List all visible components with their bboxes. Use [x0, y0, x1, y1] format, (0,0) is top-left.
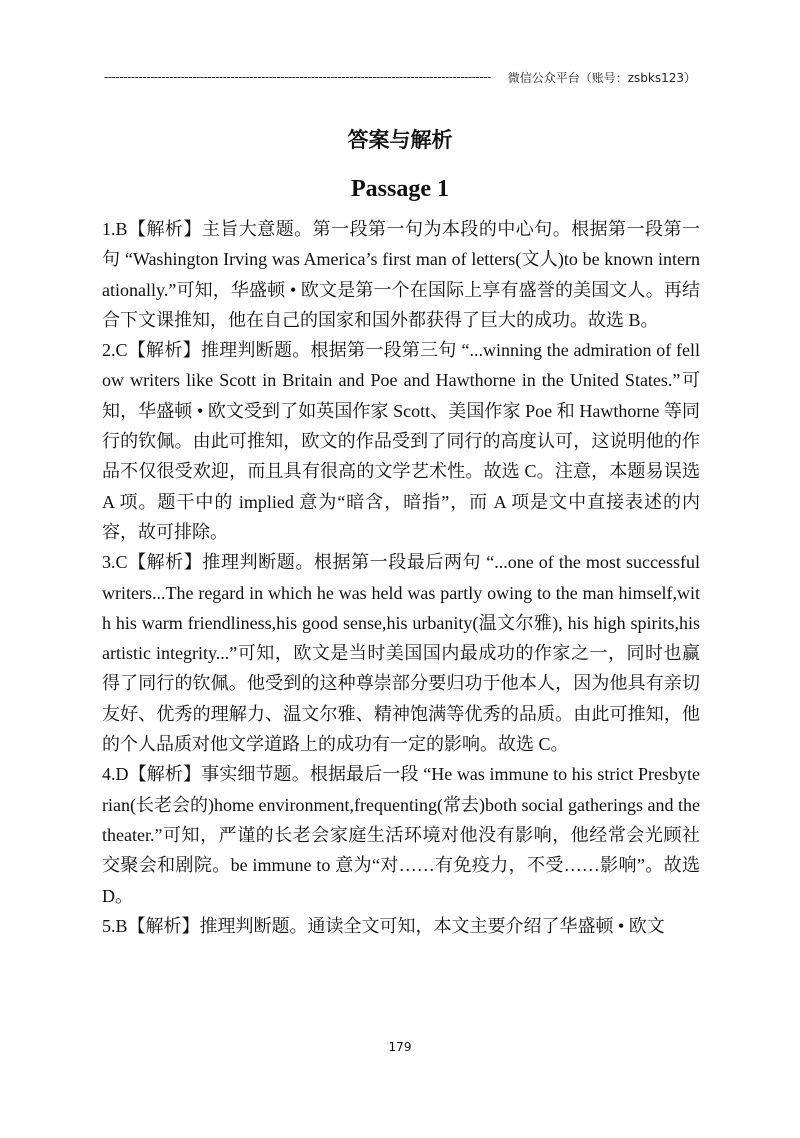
answer-list	[102, 214, 700, 941]
page-number: 179	[388, 1040, 412, 1054]
answer-paragraph: 4.D【解析】事实细节题。根据最后一段 “He was immune to his strict Presbyterian(长老会的)home environment,frequenting(常去)both social gatherings and the theater.”可知，严谨的长老会家庭生活环境对他没有影响，他经常会光顾社交聚会和剧院。be immune to 意为“对……有免疫力，不受……影响”。故选 D。	[102, 764, 700, 906]
header-source: 微信公众平台（账号：zsbks123）	[507, 70, 696, 85]
answer-paragraph: 3.C【解析】推理判断题。根据第一段最后两句 “...one of the most successful writers...The regard in which he was held was partly owing to the man himself,with his warm friendliness,his good sense,his urbanity(温文尔雅), his high spirits,his artistic integrity...”可知，欧文是当时美国国内最成功的作家之一，同时也赢得了同行的钦佩。他受到的这种尊崇部分要归功于他本人，因为他具有亲切友好、优秀的理解力、温文尔雅、精神饱满等优秀的品质。由此可推知，他的个人品质对他文学道路上的成功有一定的影响。故选 C。	[102, 552, 700, 755]
page-title: 答案与解析	[347, 128, 453, 152]
answer-paragraph: 1.B【解析】主旨大意题。第一段第一句为本段的中心句。根据第一段第一句 “Washington Irving was America’s first man of letters(文人)to be known internationally.”可知，华盛顿 • 欧文是第一个在国际上享有盛誉的美国文人。再结合下文课推知，他在自己的国家和国外都获得了巨大的成功。故选 B。	[102, 219, 700, 330]
header-divider: -----------------------------------------------------------------------------------------------------	[104, 70, 491, 84]
answer-paragraph: 5.B【解析】推理判断题。通读全文可知，本文主要介绍了华盛顿 • 欧文	[102, 915, 665, 936]
answer-paragraph: 2.C【解析】推理判断题。根据第一段第三句 “...winning the admiration of fellow writers like Scott in Britain and Poe and Hawthorne in the United States.”可知，华盛顿 • 欧文受到了如英国作家 Scott、美国作家 Poe 和 Hawthorne 等同行的钦佩。由此可推知，欧文的作品受到了同行的高度认可，这说明他的作品不仅很受欢迎，而且具有很高的文学艺术性。故选 C。注意，本题易误选 A 项。题干中的 implied 意为“暗含，暗指”，而 A 项是文中直接表述的内容，故可排除。	[102, 340, 700, 542]
page-header	[104, 66, 696, 88]
passage-heading: Passage 1	[351, 176, 449, 202]
